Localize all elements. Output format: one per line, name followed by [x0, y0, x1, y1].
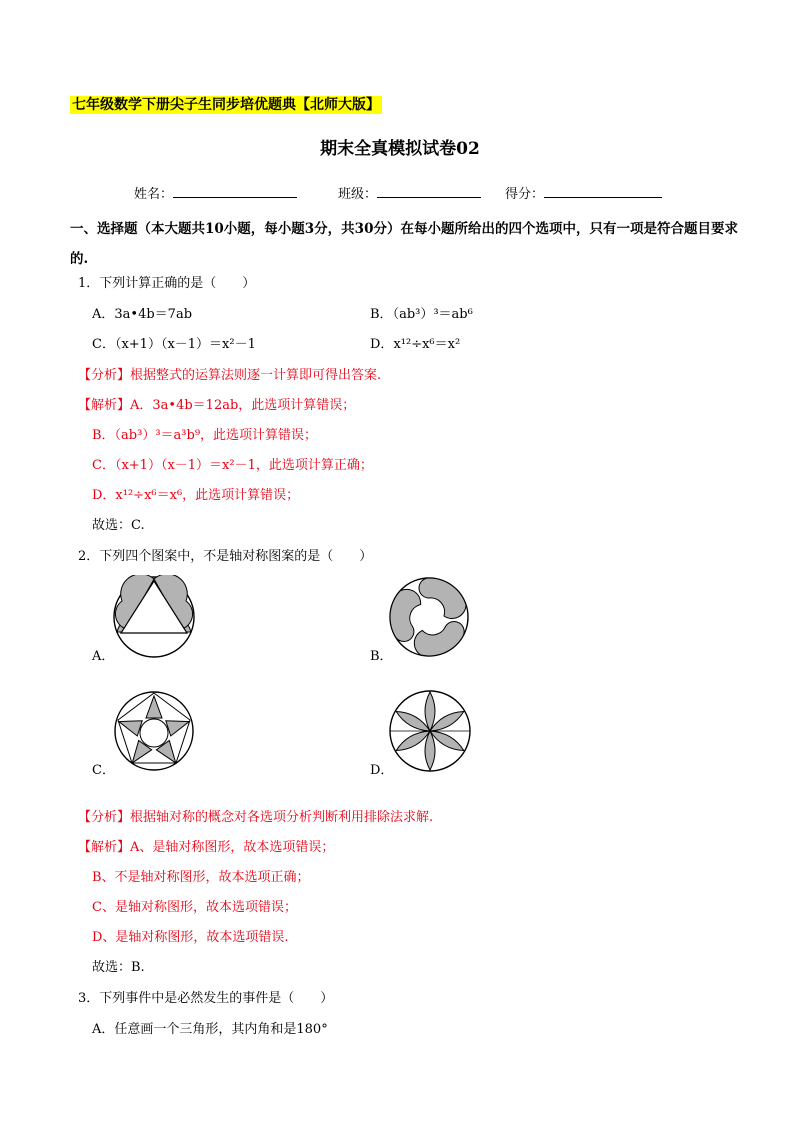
q1-solution-c: C．（x+1）（x－1）＝x²－1，此选项计算正确； [92, 458, 373, 473]
figure-a [112, 575, 196, 659]
q2-answer: 故选：B. [92, 960, 145, 975]
q1-solution-b: B．（ab³）³＝a³b⁹，此选项计算错误； [92, 428, 318, 443]
name-field [134, 183, 297, 204]
score-field [505, 183, 662, 204]
class-label: 班级： [338, 187, 378, 202]
figure-b [388, 576, 470, 658]
score-label: 得分： [505, 187, 545, 202]
q2-solution-c: C、是轴对称图形，故本选项错误； [92, 900, 297, 915]
q2-solution-a: 【解析】A、是轴对称图形，故本选项错误； [78, 840, 335, 855]
document-title: 期末全真模拟试卷02 [320, 139, 480, 159]
q2-label-d: D． [370, 763, 394, 778]
q1-solution-d: D．x¹²÷x⁶＝x⁶，此选项计算错误； [92, 488, 300, 503]
name-blank [173, 183, 297, 198]
score-blank [544, 183, 662, 198]
q1-answer: 故选：C. [92, 518, 145, 533]
q1-option-c: C．（x+1）（x－1）＝x²－1 [92, 337, 256, 352]
q1-option-b: B．（ab³）³＝ab⁶ [370, 307, 473, 322]
figure-c [113, 690, 195, 772]
q1-solution-a: 【解析】A．3a•4b＝12ab，此选项计算错误； [78, 398, 356, 413]
q3-option-a: A．任意画一个三角形，其内角和是180° [92, 1022, 328, 1037]
q2-solution-d: D、是轴对称图形，故本选项错误. [92, 930, 289, 945]
q3-stem: 3．下列事件中是必然发生的事件是（ ） [78, 991, 334, 1006]
q2-solution-b: B、不是轴对称图形，故本选项正确； [92, 870, 310, 885]
section-heading: 一、选择题（本大题共10小题，每小题3分，共30分）在每小题所给出的四个选项中，只有一项是符合题目要求的. [70, 221, 738, 267]
figure-d [388, 689, 472, 773]
name-label: 姓名： [134, 187, 174, 202]
q1-analysis: 【分析】根据整式的运算法则逐一计算即可得出答案. [78, 368, 382, 383]
q1-option-a: A．3a•4b＝7ab [92, 307, 193, 322]
q1-stem: 1．下列计算正确的是（ ） [78, 276, 256, 291]
class-field [338, 183, 481, 204]
header-tag: 七年级数学下册尖子生同步培优题典【北师大版】 [72, 97, 380, 113]
q1-option-d: D．x¹²÷x⁶＝x² [370, 337, 461, 352]
q2-label-b: B． [370, 649, 393, 664]
class-blank [377, 183, 481, 198]
q2-stem: 2．下列四个图案中，不是轴对称图案的是（ ） [78, 549, 373, 564]
q2-label-a: A． [92, 649, 115, 664]
q2-label-c: C． [92, 763, 115, 778]
q2-analysis: 【分析】根据轴对称的概念对各选项分析判断利用排除法求解. [78, 810, 434, 825]
